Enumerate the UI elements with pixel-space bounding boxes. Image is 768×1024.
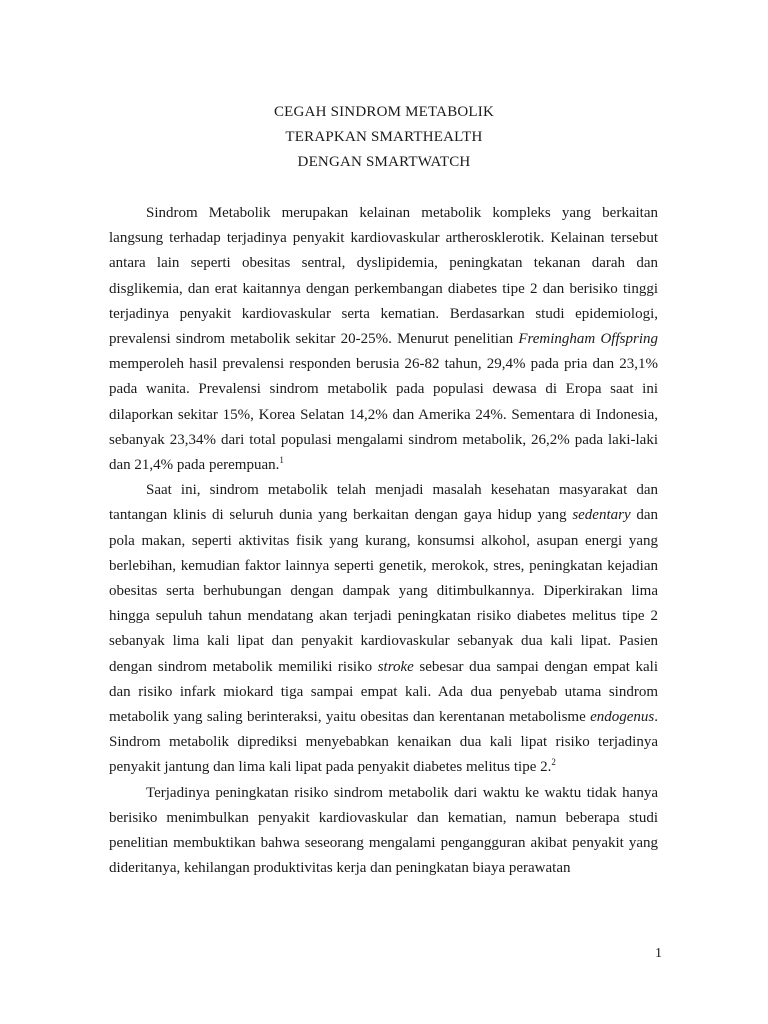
paragraph-1-emphasis-a: Fremingham Offspring [518,331,658,348]
paragraph-1-text-a: Sindrom Metabolik merupakan kelainan metabolik kompleks yang berkaitan langsung terhadap terjadinya penyakit kardiovaskular artherosklerotik. Kelainan tersebut antara lain seperti obesitas sentral, dyslipidemia, peningkatan tekanan darah dan disglikemia, dan erat kaitannya dengan perkembangan diabetes tipe 2 dan berisiko tinggi terjadinya penyakit kardiovaskular serta kematian. Berdasarkan studi epidemiologi, prevalensi sindrom metabolik sekitar 20-25%. Menurut penelitian [109,205,658,348]
title-line-1: CEGAH SINDROM METABOLIK [273,104,495,120]
paragraph-3 [109,781,658,882]
paragraph-2 [109,478,658,780]
paragraph-3-text-a: Terjadinya peningkatan risiko sindrom metabolik dari waktu ke waktu tidak hanya berisiko menimbulkan penyakit kardiovaskular dan kematian, namun beberapa studi penelitian membuktikan bahwa seseorang mengalami pengangguran akibat penyakit yang dideritanya, kehilangan produktivitas kerja dan peningkatan biaya perawatan [109,784,658,877]
body-text [109,201,658,881]
paragraph-2-text-a: Saat ini, sindrom metabolik telah menjadi masalah kesehatan masyarakat dan tantangan klinis di seluruh dunia yang berkaitan dengan gaya hidup yang [109,482,658,524]
paragraph-2-emphasis-b: stroke [377,658,414,675]
paragraph-2-text-c: sebesar dua sampai dengan empat kali dan risiko infark miokard tiga sampai empat kali. Ada dua penyebab utama sindrom metabolik yang saling berinteraksi, yaitu obesitas dan kerentanan metabolisme [109,658,658,726]
footnote-ref-1: 1 [279,455,284,466]
footnote-ref-2: 2 [551,757,556,768]
document-title [0,100,768,175]
paragraph-2-emphasis-c: endogenus [590,709,655,726]
title-line-3: DENGAN SMARTWATCH [297,154,471,170]
paragraph-1 [109,201,658,478]
paragraph-2-text-b: dan pola makan, seperti aktivitas fisik yang kurang, konsumsi alkohol, asupan energi yang berlebihan, kemudian faktor lainnya seperti genetik, merokok, stres, peningkatan kejadian obesitas serta berhubungan dengan dampak yang ditimbulkannya. Diperkirakan lima hingga sepuluh tahun mendatang akan terjadi peningkatan risiko diabetes melitus tipe 2 sebanyak lima kali lipat dan penyakit kardiovaskular sebanyak dua kali lipat. Pasien dengan sindrom metabolik memiliki risiko [109,507,658,675]
page-number: 1 [655,946,662,961]
paragraph-2-text-d: . Sindrom metabolik diprediksi menyebabkan kenaikan dua kali lipat risiko terjadinya penyakit jantung dan lima kali lipat pada penyakit diabetes melitus tipe 2. [109,709,658,776]
paragraph-2-emphasis-a: sedentary [572,507,631,524]
paragraph-1-text-b: memperoleh hasil prevalensi responden berusia 26-82 tahun, 29,4% pada pria dan 23,1% pada wanita. Prevalensi sindrom metabolik pada populasi dewasa di Eropa saat ini dilaporkan sekitar 15%, Korea Selatan 14,2% dan Amerika 24%. Sementara di Indonesia, sebanyak 23,34% dari total populasi mengalami sindrom metabolik, 26,2% pada laki-laki dan 21,4% pada perempuan. [109,356,658,474]
title-line-2: TERAPKAN SMARTHEALTH [285,129,483,145]
